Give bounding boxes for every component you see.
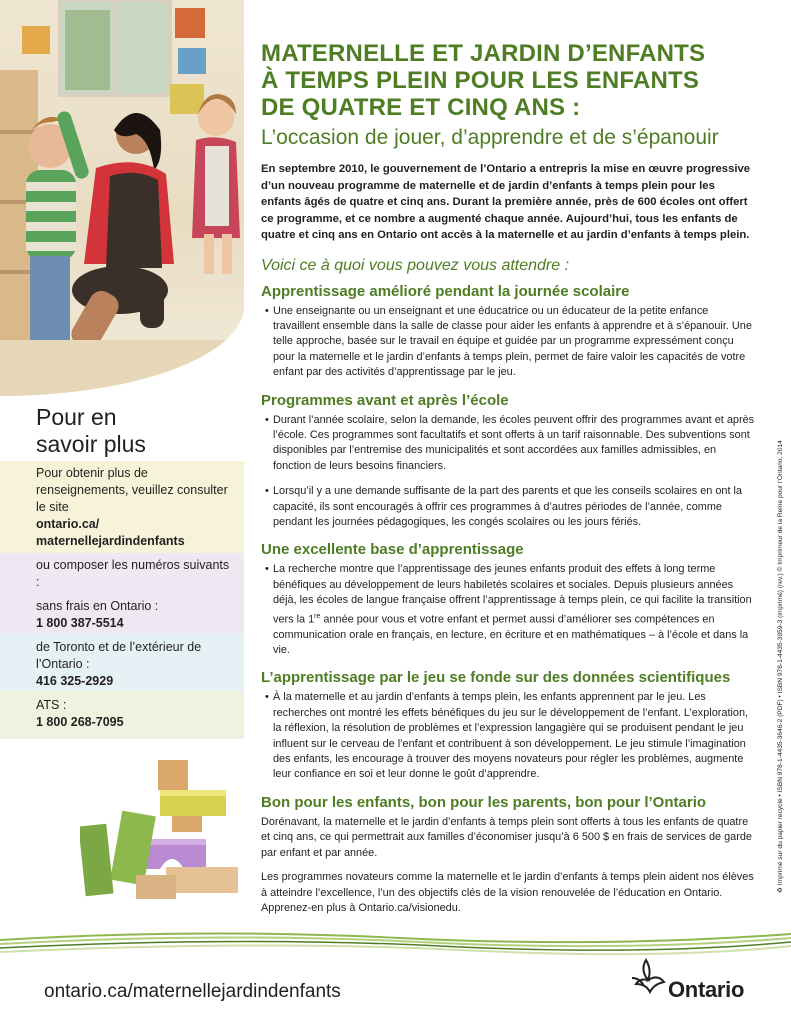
section-good-paragraph-1: Dorénavant, la maternelle et le jardin d’enfants à temps plein sont offerts à tous les enfants de quatre et cinq ans, ce qui permettrait aux familles d’économiser jusqu’à 6 500 $ en frais de services de garde par enfant et par année. bbox=[261, 815, 752, 859]
sidebar-url-line2[interactable]: maternellejardindenfants bbox=[36, 534, 185, 548]
sidebar-url-line1[interactable]: ontario.ca/ bbox=[36, 517, 100, 531]
legal-notice bbox=[776, 440, 784, 893]
ontario-wordmark: Ontario bbox=[668, 977, 745, 1002]
sidebar-title-line1: Pour en bbox=[36, 404, 117, 430]
main-content bbox=[261, 40, 755, 925]
foundation-superscript: re bbox=[314, 612, 321, 620]
section-play-bullet: • À la maternelle et au jardin d’enfants à temps plein, les enfants apprennent par le jeu. Les recherches ont montré les effets bénéfiques du jeu sur le développement de l’enfant. L’exploration, la réflexion, la résolution de problèmes et l’expression langagière qui se produisent pendant le jeu influent sur le cerveau de l’enfant et contribuent à son développement. Le jeu stimule l’imagination des enfants, les encourage à trouver des moyens novateurs pour régler les problèmes, augmente leur confiance en soi et leur donne le goût d’apprendre. bbox=[261, 690, 755, 782]
headline-line1: MATERNELLE ET JARDIN D’ENFANTS bbox=[261, 40, 706, 67]
footer-url-link[interactable]: ontario.ca/maternellejardindenfants bbox=[44, 981, 341, 1002]
wooden-blocks-illustration bbox=[80, 755, 250, 905]
sidebar-title bbox=[36, 404, 236, 458]
tty-number: 1 800 268-7095 bbox=[36, 715, 124, 729]
sidebar-info-text bbox=[36, 465, 236, 550]
foundation-text-start: La recherche montre que l’apprentissage des jeunes enfants produit des effets à long terme bénéfiques au développement de leurs habiletés scolaires et sociales. Depuis plusieurs années déjà, les écoles de langue française offrent l’apprentissage à temps plein, ce qui facilite la transition vers la 1 bbox=[273, 563, 752, 626]
intro-paragraph: En septembre 2010, le gouvernement de l’Ontario a entrepris la mise en œuvre progressive d’un nouveau programme de maternelle et de jardin d’enfants à temps plein pour les enfants âgés de quatre et cinq ans. Durant la première année, près de 600 écoles ont offert ce programme, et ce nombre a augmenté chaque année. Aujourd’hui, tous les enfants de quatre et cinq ans en Ontario ont accès à la maternelle et au jardin d’enfants à temps plein. bbox=[261, 163, 751, 241]
tollfree-block bbox=[36, 598, 236, 632]
legal-text: Imprimé sur du papier recyclé • ISBN 978-1-4435-3646-2 (PDF) • ISBN 978-1-4435-3959-3 (imprimé) (rev.) © Imprimeur de la Reine pour l’Ontario, 2014 bbox=[777, 440, 784, 886]
section-title-programs: Programmes avant et après l’école bbox=[261, 391, 509, 409]
footer-wave-lines bbox=[0, 922, 791, 958]
recycle-icon: ♻ bbox=[777, 887, 784, 893]
tty-label: ATS : bbox=[36, 698, 67, 712]
info-text: Pour obtenir plus de renseignements, veuillez consulter le site bbox=[36, 466, 228, 514]
toronto-block bbox=[36, 639, 236, 690]
page-title bbox=[261, 40, 755, 121]
tollfree-number: 1 800 387-5514 bbox=[36, 616, 124, 630]
section-programs-bullet-2: • Lorsqu’il y a une demande suffisante de la part des parents et que les conseils scolaires en ont la capacité, ils sont encouragés à offrir ces programmes à d’autres périodes de l’année, comme pendant les journées pédagogiques, les congés scolaires ou les jours fériés. bbox=[261, 484, 755, 530]
section-programs-bullet-1: • Durant l’année scolaire, selon la demande, les écoles peuvent offrir des programmes avant et après l’école. Ces programmes sont facultatifs et sont offerts à un tarif raisonnable. Des subventions sont disponibles par l’entremise des municipalités et sont accordées aux familles admissibles, en fonction de leurs besoins financiers. bbox=[261, 413, 755, 475]
sidebar-title-line2: savoir plus bbox=[36, 431, 146, 457]
tty-block bbox=[36, 697, 236, 731]
section-learning-bullet: • Une enseignante ou un enseignant et une éducatrice ou un éducateur de la petite enfance travaillent ensemble dans la salle de classe pour aider les enfants à apprendre et à s’épanouir. Une telle approche, basée sur le travail en équipe et guidée par un programme expressément conçu pour la maternelle et le jardin d’enfants à temps plein, permet de faire valoir les capacités de votre enfant par des activités d’apprentissage par le jeu. bbox=[261, 304, 755, 381]
expectations-lead: Voici ce à quoi vous pouvez vous attendre : bbox=[261, 256, 570, 274]
toronto-label: de Toronto et de l’extérieur de l’Ontario : bbox=[36, 640, 202, 671]
headline-line2: À TEMPS PLEIN POUR LES ENFANTS bbox=[261, 67, 700, 94]
section-good-paragraph-2: Les programmes novateurs comme la maternelle et le jardin d’enfants à temps plein aident nos élèves à atteindre l’excellence, l’un des objectifs clés de la vision renouvelée de l’éducation en Ontario. Apprenez-en plus à Ontario.ca/visionedu. bbox=[261, 871, 754, 914]
section-title-foundation: Une excellente base d’apprentissage bbox=[261, 541, 524, 559]
tollfree-label: sans frais en Ontario : bbox=[36, 599, 159, 613]
trillium-logo-icon bbox=[626, 956, 666, 1000]
classroom-photo bbox=[0, 0, 244, 396]
page-subtitle: L’occasion de jouer, d’apprendre et de s’épanouir bbox=[261, 126, 719, 149]
section-title-play-based: L’apprentissage par le jeu se fonde sur des données scientifiques bbox=[261, 669, 731, 687]
section-title-good-for-all: Bon pour les enfants, bon pour les parents, bon pour l’Ontario bbox=[261, 793, 707, 811]
foundation-text-end: année pour vous et votre enfant et permet aussi d’améliorer ses compétences en communication orale en français, en lecture, en écriture et en mathématiques – à l’école et dans la vie. bbox=[273, 613, 749, 657]
sidebar-or-text: ou composer les numéros suivants : bbox=[36, 558, 230, 589]
headline-line3: DE QUATRE ET CINQ ANS : bbox=[261, 94, 581, 121]
section-foundation-bullet bbox=[261, 562, 755, 658]
section-title-learning: Apprentissage amélioré pendant la journée scolaire bbox=[261, 282, 630, 300]
toronto-number: 416 325-2929 bbox=[36, 674, 114, 688]
sidebar-url-link[interactable] bbox=[36, 516, 236, 550]
